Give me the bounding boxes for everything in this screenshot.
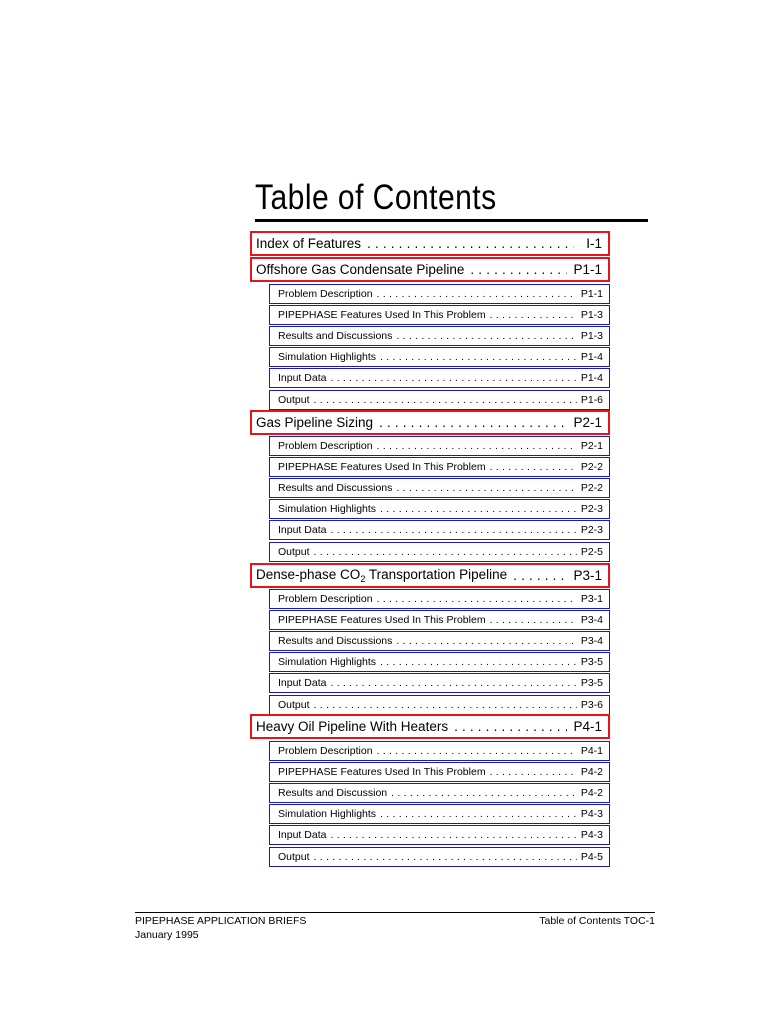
toc-section-entry[interactable] <box>250 257 610 282</box>
entry-label: Offshore Gas Condensate Pipeline <box>256 262 465 277</box>
page-number: P1-6 <box>580 394 603 406</box>
entry-label: Simulation Highlights <box>278 808 377 820</box>
entry-label: Heavy Oil Pipeline With Heaters <box>256 719 449 734</box>
entry-label: Simulation Highlights <box>278 351 377 363</box>
entry-label: Results and Discussion <box>278 787 388 799</box>
entry-label: Index of Features <box>256 236 362 251</box>
entry-label: PIPEPHASE Features Used In This Problem <box>278 309 486 321</box>
entry-label: Input Data <box>278 677 327 689</box>
toc-section-entry[interactable] <box>250 714 610 739</box>
entry-label: Input Data <box>278 372 327 384</box>
page-number: P4-3 <box>580 829 603 841</box>
entry-label: Dense-phase $CO_2$ Transportation Pipeline <box>256 567 508 584</box>
footer-page-label: Table of Contents TOC-1 <box>539 915 655 927</box>
dot-leader <box>490 766 577 778</box>
toc-subentry[interactable] <box>269 390 610 410</box>
dot-leader <box>396 635 576 647</box>
dot-leader <box>470 262 567 277</box>
entry-label: PIPEPHASE Features Used In This Problem <box>278 766 486 778</box>
dot-leader <box>391 787 577 799</box>
entry-label: Output <box>278 394 310 406</box>
page-number: P4-3 <box>580 808 603 820</box>
dot-leader <box>314 394 577 406</box>
footer-publication: PIPEPHASE APPLICATION BRIEFS <box>135 915 307 927</box>
entry-label: Output <box>278 546 310 558</box>
toc-subentry[interactable] <box>269 499 610 519</box>
entry-label: Results and Discussions <box>278 635 393 647</box>
toc-subentry[interactable] <box>269 368 610 388</box>
entry-label: Input Data <box>278 829 327 841</box>
dot-leader <box>380 656 577 668</box>
dot-leader <box>330 524 576 536</box>
entry-label: Problem Description <box>278 440 373 452</box>
page-number: P2-2 <box>580 461 603 473</box>
page-number: P4-2 <box>580 766 603 778</box>
dot-leader <box>377 745 577 757</box>
dot-leader <box>513 568 567 583</box>
dot-leader <box>377 593 577 605</box>
entry-label: Results and Discussions <box>278 482 393 494</box>
dot-leader <box>330 677 576 689</box>
page-number: P3-4 <box>580 614 603 626</box>
page-number: P1-4 <box>580 372 603 384</box>
toc-subentry[interactable] <box>269 783 610 803</box>
toc-subentry[interactable] <box>269 631 610 651</box>
page-number: P4-1 <box>580 745 603 757</box>
entry-label: PIPEPHASE Features Used In This Problem <box>278 461 486 473</box>
entry-label: Problem Description <box>278 593 373 605</box>
page-number: P4-2 <box>580 787 603 799</box>
page-number: P1-3 <box>580 309 603 321</box>
entry-label: Output <box>278 699 310 711</box>
entry-label: Problem Description <box>278 288 373 300</box>
page-number: P4-1 <box>573 719 602 734</box>
toc-subentry[interactable] <box>269 825 610 845</box>
dot-leader <box>396 330 576 342</box>
entry-label: Gas Pipeline Sizing <box>256 415 374 430</box>
page-number: P1-1 <box>573 262 602 277</box>
toc-subentry[interactable] <box>269 284 610 304</box>
toc-subentry[interactable] <box>269 478 610 498</box>
page-number: P1-4 <box>580 351 603 363</box>
toc-subentry[interactable] <box>269 326 610 346</box>
entry-label: Input Data <box>278 524 327 536</box>
dot-leader <box>314 851 577 863</box>
dot-leader <box>314 546 577 558</box>
footer-date: January 1995 <box>135 929 199 941</box>
page-title: Table of Contents <box>255 178 497 217</box>
toc-subentry[interactable] <box>269 520 610 540</box>
toc-subentry[interactable] <box>269 305 610 325</box>
page-number: P4-5 <box>580 851 603 863</box>
entry-label: Simulation Highlights <box>278 503 377 515</box>
entry-label: Results and Discussions <box>278 330 393 342</box>
entry-label: Output <box>278 851 310 863</box>
toc-subentry[interactable] <box>269 741 610 761</box>
page-number: P2-2 <box>580 482 603 494</box>
footer-divider <box>135 912 655 913</box>
page-number: P2-1 <box>573 415 602 430</box>
page-number: P2-1 <box>580 440 603 452</box>
toc-section-entry[interactable] <box>250 410 610 435</box>
footer-left <box>135 914 306 942</box>
toc-subentry[interactable] <box>269 652 610 672</box>
page-number: P2-3 <box>580 524 603 536</box>
dot-leader <box>377 288 577 300</box>
dot-leader <box>379 415 567 430</box>
page-number: P1-3 <box>580 330 603 342</box>
toc-subentry[interactable] <box>269 804 610 824</box>
toc-section-entry[interactable] <box>250 563 610 588</box>
page-number: P3-1 <box>573 568 602 583</box>
page-number: I-1 <box>586 236 602 251</box>
dot-leader <box>330 829 576 841</box>
dot-leader <box>314 699 577 711</box>
page-number: P3-6 <box>580 699 603 711</box>
entry-label: Simulation Highlights <box>278 656 377 668</box>
page-number: P3-5 <box>580 656 603 668</box>
page-number: P3-5 <box>580 677 603 689</box>
toc-subentry[interactable] <box>269 847 610 867</box>
page-number: P3-1 <box>580 593 603 605</box>
dot-leader <box>380 351 577 363</box>
toc-subentry[interactable] <box>269 347 610 367</box>
page-number: P2-3 <box>580 503 603 515</box>
toc-subentry[interactable] <box>269 610 610 630</box>
dot-leader <box>396 482 576 494</box>
toc-subentry[interactable] <box>269 695 610 715</box>
entry-label: PIPEPHASE Features Used In This Problem <box>278 614 486 626</box>
entry-label: Problem Description <box>278 745 373 757</box>
dot-leader <box>454 719 567 734</box>
dot-leader <box>380 503 577 515</box>
page-number: P2-5 <box>580 546 603 558</box>
page-number: P1-1 <box>580 288 603 300</box>
toc-subentry[interactable] <box>269 762 610 782</box>
toc-subentry[interactable] <box>269 673 610 693</box>
dot-leader <box>490 309 577 321</box>
dot-leader <box>490 461 577 473</box>
dot-leader <box>490 614 577 626</box>
dot-leader <box>330 372 576 384</box>
dot-leader <box>377 440 577 452</box>
toc-subentry[interactable] <box>269 457 610 477</box>
dot-leader <box>367 236 574 251</box>
dot-leader <box>380 808 577 820</box>
toc-subentry[interactable] <box>269 542 610 562</box>
toc-subentry[interactable] <box>269 589 610 609</box>
toc-subentry[interactable] <box>269 436 610 456</box>
page-number: P3-4 <box>580 635 603 647</box>
toc-section-entry[interactable] <box>250 231 610 256</box>
